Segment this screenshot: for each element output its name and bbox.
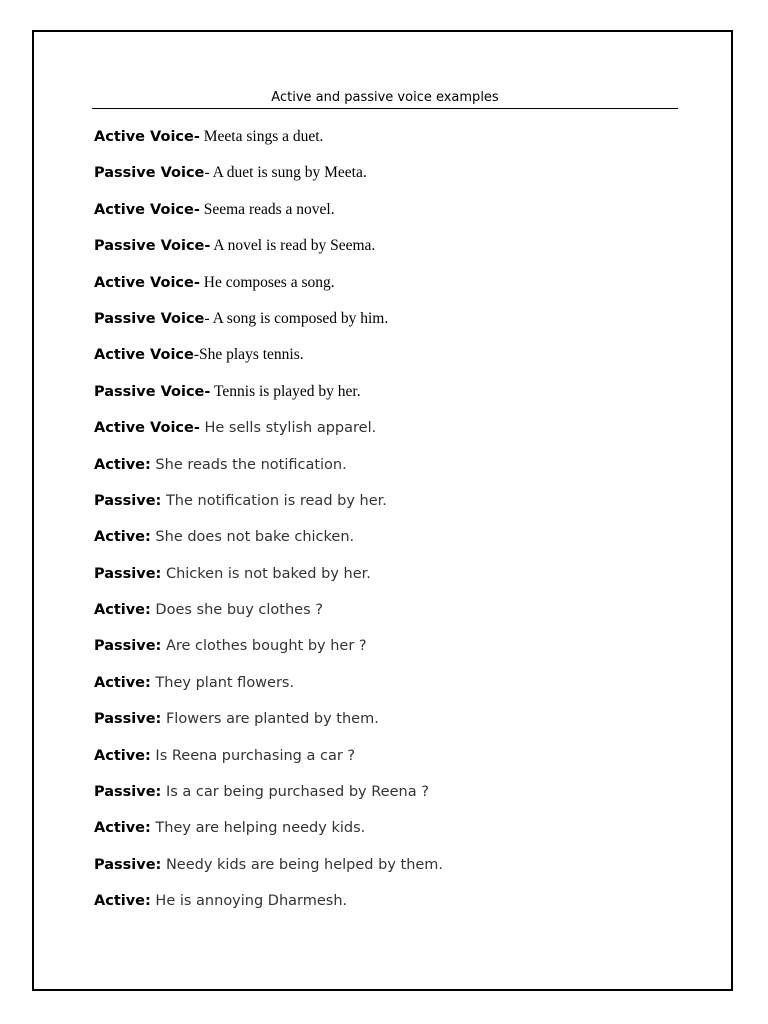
example-sentence: She does not bake chicken. <box>150 529 355 546</box>
example-sentence: He composes a song. <box>199 273 335 291</box>
example-sentence: A novel is read by Seema. <box>210 237 376 255</box>
example-sentence: Does she buy clothes ? <box>150 602 323 619</box>
example-sentence: -She plays tennis. <box>193 346 304 364</box>
example-sentence: Flowers are planted by them. <box>161 711 379 728</box>
voice-label: Active Voice- <box>94 420 200 437</box>
voice-label: Active Voice- <box>94 201 200 218</box>
example-line <box>94 199 694 235</box>
header-divider <box>92 108 678 109</box>
voice-label: Passive Voice- <box>94 383 211 400</box>
example-sentence: Are clothes bought by her ? <box>161 638 367 655</box>
example-sentence: The notification is read by her. <box>161 492 387 509</box>
voice-label: Passive: <box>94 711 162 728</box>
example-line <box>94 454 694 490</box>
example-line <box>94 381 694 417</box>
example-line <box>94 890 694 926</box>
voice-label: Active: <box>94 602 151 619</box>
example-line <box>94 672 694 708</box>
example-line <box>94 490 694 526</box>
voice-label: Passive Voice <box>94 310 205 327</box>
example-sentence: Chicken is not baked by her. <box>161 565 371 582</box>
voice-label: Passive: <box>94 638 162 655</box>
example-line <box>94 526 694 562</box>
example-line <box>94 126 694 162</box>
example-line <box>94 635 694 671</box>
example-line <box>94 781 694 817</box>
example-sentence: - A song is composed by him. <box>204 309 389 327</box>
example-sentence: Is Reena purchasing a car ? <box>150 747 356 764</box>
example-sentence: They are helping needy kids. <box>150 820 366 837</box>
document-title: Active and passive voice examples <box>271 90 499 105</box>
example-line <box>94 854 694 890</box>
voice-label: Passive Voice- <box>94 238 211 255</box>
example-sentence: Seema reads a novel. <box>199 200 335 218</box>
example-sentence: - A duet is sung by Meeta. <box>204 164 367 182</box>
voice-label: Active: <box>94 747 151 764</box>
voice-label: Active: <box>94 820 151 837</box>
example-sentence: She reads the notification. <box>150 456 347 473</box>
example-sentence: Is a car being purchased by Reena ? <box>161 784 429 801</box>
example-sentence: He is annoying Dharmesh. <box>150 893 348 910</box>
voice-label: Active Voice- <box>94 129 200 145</box>
voice-label: Active: <box>94 893 151 910</box>
example-line <box>94 708 694 744</box>
voice-label: Active Voice- <box>94 274 200 291</box>
voice-label: Passive: <box>94 856 162 873</box>
voice-label: Active: <box>94 529 151 546</box>
voice-label: Passive: <box>94 565 162 582</box>
example-sentence: Meeta sings a duet. <box>199 128 324 145</box>
example-sentence: He sells stylish apparel. <box>199 420 377 437</box>
voice-label: Passive Voice <box>94 165 205 182</box>
example-line <box>94 235 694 271</box>
voice-label: Passive: <box>94 492 162 509</box>
example-line <box>94 162 694 198</box>
example-line <box>94 599 694 635</box>
document-page <box>32 30 733 991</box>
example-line <box>94 308 694 344</box>
example-line <box>94 344 694 380</box>
example-line <box>94 745 694 781</box>
example-list <box>94 126 694 927</box>
voice-label: Passive: <box>94 784 162 801</box>
example-line <box>94 563 694 599</box>
example-line <box>94 417 694 453</box>
example-sentence: Tennis is played by her. <box>210 382 361 400</box>
example-sentence: Needy kids are being helped by them. <box>161 856 444 873</box>
voice-label: Active: <box>94 674 151 691</box>
voice-label: Active: <box>94 456 151 473</box>
example-line <box>94 817 694 853</box>
voice-label: Active Voice <box>94 347 194 364</box>
example-sentence: They plant flowers. <box>150 674 295 691</box>
example-line <box>94 272 694 308</box>
